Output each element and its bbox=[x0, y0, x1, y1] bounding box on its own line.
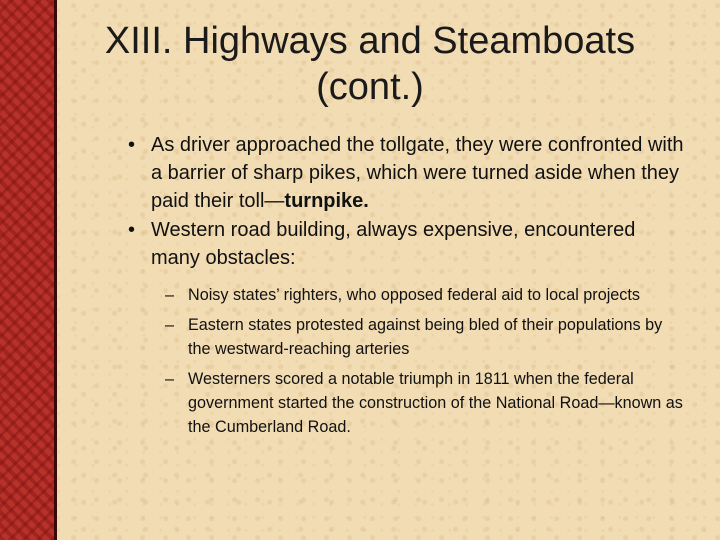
border-edge bbox=[54, 0, 57, 540]
sub-bullet-text: Eastern states protested against being bled of their populations by the westward-reaching arteries bbox=[188, 316, 663, 358]
sub-bullet-list bbox=[165, 283, 688, 439]
bullet-item bbox=[128, 131, 688, 215]
decorative-border bbox=[0, 0, 54, 540]
sub-bullet-item bbox=[165, 313, 688, 361]
bullet-bold-text: turnpike. bbox=[284, 190, 369, 212]
title-line-2: (cont.) bbox=[316, 66, 424, 108]
bullet-icon: • bbox=[128, 134, 136, 156]
dash-icon: – bbox=[165, 316, 175, 334]
sub-bullet-item bbox=[165, 367, 688, 439]
bullet-text: Western road building, always expensive, encountered many obstacles: bbox=[151, 219, 636, 269]
bullet-text: As driver approached the tollgate, they were confronted with a barrier of sharp pikes, which were turned aside when they paid their toll— bbox=[151, 134, 684, 212]
sub-bullet-text: Noisy states’ righters, who opposed federal aid to local projects bbox=[188, 286, 640, 304]
bullet-item bbox=[128, 216, 688, 272]
bullet-icon: • bbox=[128, 219, 136, 241]
dash-icon: – bbox=[165, 286, 175, 304]
title-line-1: XIII. Highways and Steamboats bbox=[104, 20, 636, 62]
dash-icon: – bbox=[165, 370, 175, 388]
sub-bullet-item bbox=[165, 283, 688, 307]
sub-bullet-text: Westerners scored a notable triumph in 1811 when the federal government started the construction of the National Road—known as the Cumberland Road. bbox=[188, 370, 683, 436]
slide-body bbox=[128, 131, 688, 445]
slide-title bbox=[70, 18, 670, 110]
